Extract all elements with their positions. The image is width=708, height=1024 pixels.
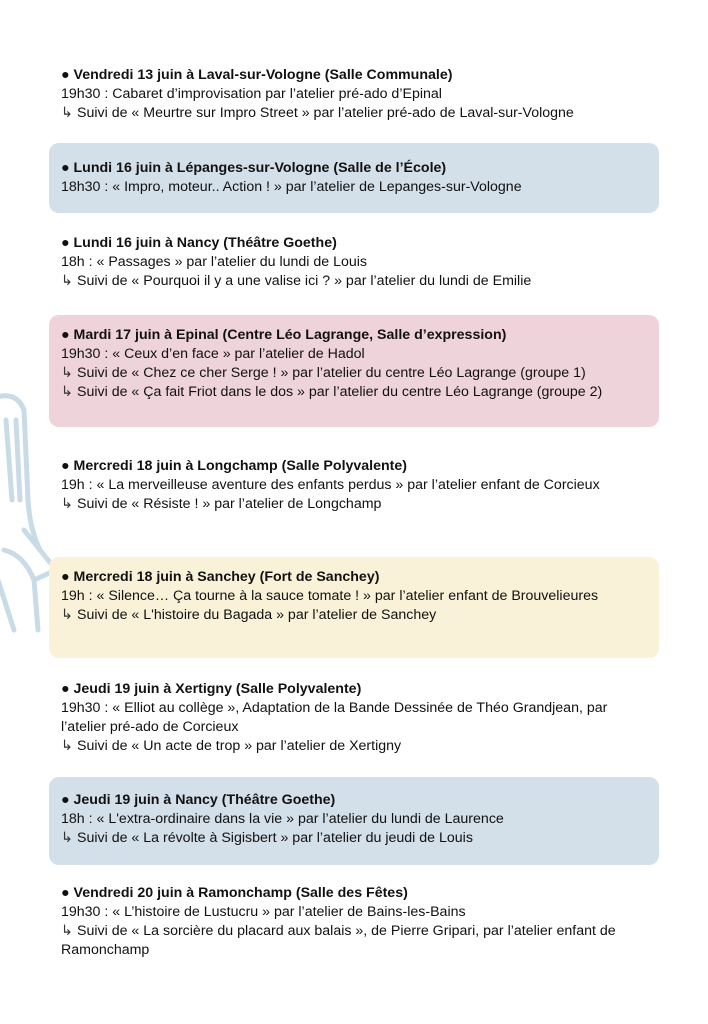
event-detail: 18h30 : « Impro, moteur.. Action ! » par l’atelier de Lepanges-sur-Vologne bbox=[61, 179, 522, 195]
event-title: ● Jeudi 19 juin à Nancy (Théâtre Goethe) bbox=[61, 792, 336, 808]
event-title: ● Vendredi 20 juin à Ramonchamp (Salle des Fêtes) bbox=[61, 885, 408, 901]
return-arrow-icon: ↳ bbox=[61, 738, 73, 754]
return-arrow-icon: ↳ bbox=[61, 105, 73, 121]
event-detail: 19h : « La merveilleuse aventure des enfants perdus » par l’atelier enfant de Corcieux bbox=[61, 477, 600, 493]
event-3 bbox=[49, 234, 659, 291]
event-follow: Suivi de « La sorcière du placard aux balais », de Pierre Gripari, par l’atelier enfant de Ramonchamp bbox=[61, 923, 616, 958]
event-9 bbox=[49, 884, 659, 960]
event-title: ● Vendredi 13 juin à Laval-sur-Vologne (Salle Communale) bbox=[61, 67, 453, 83]
event-title: ● Lundi 16 juin à Lépanges-sur-Vologne (Salle de l’École) bbox=[61, 160, 447, 176]
return-arrow-icon: ↳ bbox=[61, 273, 73, 289]
event-5 bbox=[49, 457, 659, 514]
event-title: ● Jeudi 19 juin à Xertigny (Salle Polyvalente) bbox=[61, 681, 362, 697]
event-title: ● Mercredi 18 juin à Longchamp (Salle Polyvalente) bbox=[61, 458, 408, 474]
return-arrow-icon: ↳ bbox=[61, 923, 73, 939]
event-follow: Suivi de « Un acte de trop » par l’atelier de Xertigny bbox=[77, 738, 402, 754]
event-6 bbox=[49, 557, 659, 658]
event-detail: 19h30 : « L’histoire de Lustucru » par l’atelier de Bains-les-Bains bbox=[61, 904, 466, 920]
event-detail: 19h30 : Cabaret d’improvisation par l’atelier pré-ado d’Epinal bbox=[61, 86, 442, 102]
event-detail: 18h : « L'extra-ordinaire dans la vie » par l’atelier du lundi de Laurence bbox=[61, 811, 504, 827]
event-follow: Suivi de « Chez ce cher Serge ! » par l’atelier du centre Léo Lagrange (groupe 1) bbox=[77, 365, 586, 381]
return-arrow-icon: ↳ bbox=[61, 365, 73, 381]
event-2 bbox=[49, 143, 659, 213]
event-title: ● Mardi 17 juin à Epinal (Centre Léo Lagrange, Salle d’expression) bbox=[61, 327, 507, 343]
event-title: ● Lundi 16 juin à Nancy (Théâtre Goethe) bbox=[61, 235, 337, 251]
event-8 bbox=[49, 777, 659, 865]
event-follow: Suivi de « La révolte à Sigisbert » par l’atelier du jeudi de Louis bbox=[77, 830, 473, 846]
event-4 bbox=[49, 315, 659, 427]
return-arrow-icon: ↳ bbox=[61, 496, 73, 512]
event-detail: 19h30 : « Elliot au collège », Adaptation de la Bande Dessinée de Théo Grandjean, par l’atelier pré-ado de Corcieux bbox=[61, 700, 608, 735]
return-arrow-icon: ↳ bbox=[61, 607, 73, 623]
event-detail: 19h30 : « Ceux d’en face » par l’atelier de Hadol bbox=[61, 346, 365, 362]
return-arrow-icon: ↳ bbox=[61, 830, 73, 846]
event-follow: Suivi de « Pourquoi il y a une valise ici ? » par l’atelier du lundi de Emilie bbox=[77, 273, 532, 289]
event-follow: Suivi de « Résiste ! » par l’atelier de Longchamp bbox=[77, 496, 382, 512]
return-arrow-icon: ↳ bbox=[61, 384, 73, 400]
event-follow: Suivi de « Ça fait Friot dans le dos » par l’atelier du centre Léo Lagrange (groupe 2) bbox=[77, 384, 603, 400]
event-title: ● Mercredi 18 juin à Sanchey (Fort de Sanchey) bbox=[61, 569, 380, 585]
event-7 bbox=[49, 680, 659, 756]
event-follow: Suivi de « Meurtre sur Impro Street » par l’atelier pré-ado de Laval-sur-Vologne bbox=[77, 105, 574, 121]
event-detail: 19h : « Silence… Ça tourne à la sauce tomate ! » par l’atelier enfant de Brouvelieures bbox=[61, 588, 599, 604]
event-detail: 18h : « Passages » par l’atelier du lundi de Louis bbox=[61, 254, 368, 270]
event-follow: Suivi de « L'histoire du Bagada » par l’atelier de Sanchey bbox=[77, 607, 437, 623]
event-1 bbox=[49, 66, 659, 123]
